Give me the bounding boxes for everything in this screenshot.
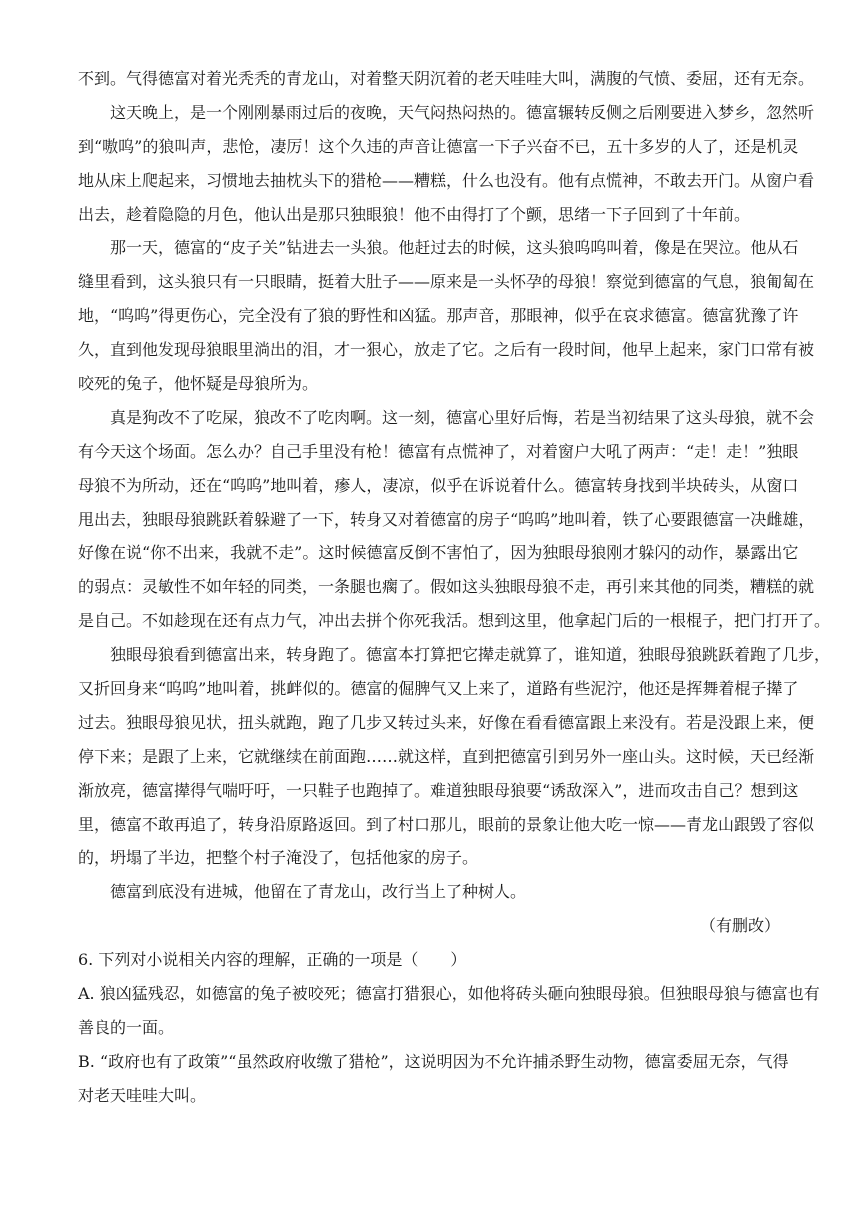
paragraph-2 xyxy=(78,237,815,406)
text-line: 德富到底没有进城，他留在了青龙山，改行当上了种树人。 xyxy=(110,882,527,902)
text-line: 地从床上爬起来，习惯地去抽枕头下的猎枪——糟糕，什么也没有。他有点慌神，不敢去开门。从窗户看 xyxy=(78,170,815,190)
text-line: 里，德富不敢再追了，转身沿原路返回。到了村口那儿，眼前的景象让他大吃一惊——青龙山跟毁了容似 xyxy=(78,814,815,834)
option-a xyxy=(78,983,820,1051)
text-line: 停下来；是跟了上来，它就继续在前面跑……就这样，直到把德富引到另外一座山头。这时候，天已经渐 xyxy=(78,746,815,766)
option-line: 对老天哇哇大叫。 xyxy=(78,1085,207,1105)
paragraph-3 xyxy=(78,407,831,644)
text-line: 真是狗改不了吃屎，狼改不了吃肉啊。这一刻，德富心里好后悔，若是当初结果了这头母狼，就不会 xyxy=(110,407,815,427)
text-line: 母狼不为所动，还在“呜呜”地叫着，瘆人，凄凉，似乎在诉说着什么。德富转身找到半块砖头，从窗口 xyxy=(78,475,799,495)
question-6 xyxy=(78,949,820,1118)
paragraph-0 xyxy=(78,68,815,102)
text-line: 有今天这个场面。怎么办？自己手里没有枪！德富有点慌神了，对着窗户大吼了两声：“走！走！”独眼 xyxy=(78,441,799,461)
text-line: 好像在说“你不出来，我就不走”。这时候德富反倒不害怕了，因为独眼母狼刚才躲闪的动作，暴露出它 xyxy=(78,543,799,563)
option-line: A. 狼凶猛残忍，如德富的兔子被咬死；德富打猎狠心，如他将砖头砸向独眼母狼。但独眼母狼与德富也有 xyxy=(78,984,820,1004)
text-line: 又折回身来“呜呜”地叫着，挑衅似的。德富的倔脾气又上来了，道路有些泥泞，他还是挥舞着棍子撵了 xyxy=(78,679,799,699)
text-line: 咬死的兔子，他怀疑是母狼所为。 xyxy=(78,374,319,394)
option-b xyxy=(78,1051,789,1119)
text-line: 久，直到他发现母狼眼里淌出的泪，才一狠心，放走了它。之后有一段时间，他早上起来，家门口常有被 xyxy=(78,340,815,360)
text-line: 渐放亮，德富撵得气喘吁吁，一只鞋子也跑掉了。难道独眼母狼要“诱敌深入”，进而攻击自己？想到这 xyxy=(78,780,799,800)
text-line: 那一天，德富的“皮子关”钻进去一头狼。他赶过去的时候，这头狼呜呜叫着，像是在哭泣。他从石 xyxy=(110,238,799,258)
text-line: 缝里看到，这头狼只有一只眼睛，挺着大肚子——原来是一头怀孕的母狼！察觉到德富的气息，狼匍匐在 xyxy=(78,272,815,292)
text-line: 这天晚上，是一个刚刚暴雨过后的夜晚，天气闷热闷热的。德富辗转反侧之后刚要进入梦乡，忽然听 xyxy=(110,102,815,122)
option-line: 善良的一面。 xyxy=(78,1017,175,1037)
text-line: 独眼母狼看到德富出来，转身跑了。德富本打算把它撵走就算了，谁知道，独眼母狼跳跃着跑了几步， xyxy=(110,645,831,665)
document-page xyxy=(78,68,831,1119)
text-line: 地，“呜呜”得更伤心，完全没有了狼的野性和凶猛。那声音，那眼神，似乎在哀求德富。德富犹豫了许 xyxy=(78,306,799,326)
text-line: 出去，趁着隐隐的月色，他认出是那只独眼狼！他不由得打了个颤，思绪一下子回到了十年前。 xyxy=(78,204,751,224)
text-line: 的弱点：灵敏性不如年轻的同类，一条腿也瘸了。假如这头独眼母狼不走，再引来其他的同类，糟糕的就 xyxy=(78,577,815,597)
paragraph-1 xyxy=(78,102,815,238)
text-line: 不到。气得德富对着光秃秃的青龙山，对着整天阴沉着的老天哇哇大叫，满腹的气愤、委屈，还有无奈。 xyxy=(78,69,815,88)
text-line: 甩出去，独眼母狼跳跃着躲避了一下，转身又对着德富的房子“呜呜”地叫着，铁了心要跟德富一决雌雄， xyxy=(78,509,815,529)
text-line: 的，坍塌了半边，把整个村子淹没了，包括他家的房子。 xyxy=(78,848,479,868)
paragraph-5 xyxy=(78,881,780,915)
question-stem: 6. 下列对小说相关内容的理解，正确的一项是（ ） xyxy=(78,950,467,970)
text-line: 是自己。不如趁现在还有点力气，冲出去拼个你死我活。想到这里，他拿起门后的一根棍子，把门打开了。 xyxy=(78,611,831,631)
source-note: （有删改） xyxy=(699,916,780,936)
paragraph-4 xyxy=(78,644,831,881)
option-line: B. “政府也有了政策”“虽然政府收缴了猎枪”，这说明因为不允许捕杀野生动物，德富委屈无奈，气得 xyxy=(78,1051,789,1071)
text-line: 过去。独眼母狼见状，扭头就跑，跑了几步又转过头来，好像在看看德富跟上来没有。若是没跟上来，便 xyxy=(78,712,815,732)
text-line: 到“嗷呜”的狼叫声，悲怆，凄厉！这个久违的声音让德富一下子兴奋不已，五十多岁的人了，还是机灵 xyxy=(78,136,799,156)
